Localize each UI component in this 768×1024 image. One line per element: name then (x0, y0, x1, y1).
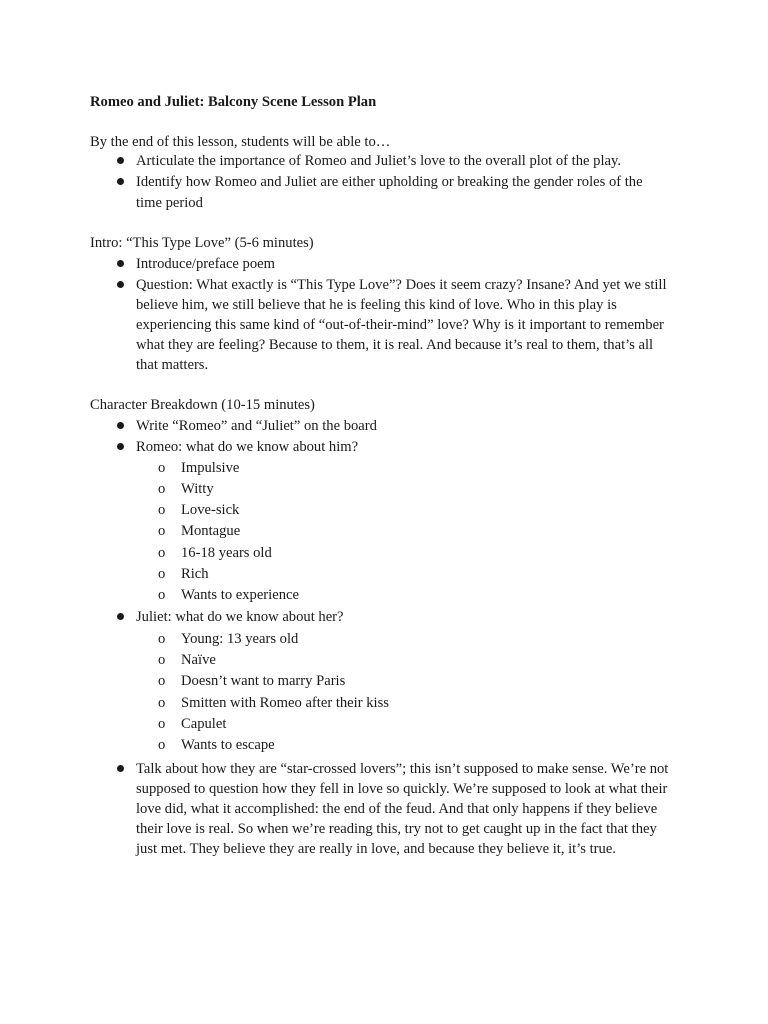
intro-question-line: what they are feeling? Because to them, it is real. And because it’s real to them, that’s all (136, 337, 654, 353)
section-heading-character-breakdown: Character Breakdown (10-15 minutes) (90, 397, 315, 413)
romeo-trait: 16-18 years old (181, 545, 272, 561)
bullet-icon (117, 281, 124, 288)
bullet-icon (117, 178, 124, 185)
bullet-icon (117, 260, 124, 267)
sub-bullet-icon: o (158, 502, 166, 518)
objective-item-continued: time period (136, 195, 203, 211)
romeo-trait: Wants to experience (181, 587, 299, 603)
romeo-trait: Montague (181, 523, 241, 539)
juliet-trait: Wants to escape (181, 737, 275, 753)
objective-item: Articulate the importance of Romeo and Juliet’s love to the overall plot of the play. (136, 153, 621, 169)
sub-bullet-icon: o (158, 460, 166, 476)
bullet-icon (117, 443, 124, 450)
sub-bullet-icon: o (158, 523, 166, 539)
juliet-label: Juliet: what do we know about her? (136, 609, 344, 625)
sub-bullet-icon: o (158, 587, 166, 603)
juliet-trait: Doesn’t want to marry Paris (181, 673, 346, 689)
section-heading-intro: Intro: “This Type Love” (5-6 minutes) (90, 235, 314, 251)
intro-question-line: believe him, we still believe that he is feeling this kind of love. Who in this play is (136, 297, 617, 313)
document-title: Romeo and Juliet: Balcony Scene Lesson Plan (90, 94, 377, 110)
sub-bullet-icon: o (158, 545, 166, 561)
bullet-icon (117, 157, 124, 164)
bullet-icon (117, 613, 124, 620)
intro-question-line: that matters. (136, 357, 209, 373)
sub-bullet-icon: o (158, 673, 166, 689)
romeo-trait: Love-sick (181, 502, 240, 518)
talk-item-line: Talk about how they are “star-crossed lovers”; this isn’t supposed to make sense. We’re not (136, 761, 669, 777)
romeo-trait: Witty (181, 481, 214, 497)
talk-item-line: their love is real. So when we’re reading this, try not to get caught up in the fact that they (136, 821, 657, 837)
talk-item-line: just met. They believe they are really in love, and because they believe it, it’s true. (136, 841, 616, 857)
juliet-trait: Smitten with Romeo after their kiss (181, 695, 389, 711)
sub-bullet-icon: o (158, 652, 166, 668)
talk-item-line: love did, what it accomplished: the end of the feud. And that only happens if they believe (136, 801, 658, 817)
romeo-trait: Impulsive (181, 460, 240, 476)
romeo-trait: Rich (181, 566, 209, 582)
sub-bullet-icon: o (158, 631, 166, 647)
intro-question-line: experiencing this same kind of “out-of-their-mind” love? Why is it important to remember (136, 317, 664, 333)
bullet-icon (117, 422, 124, 429)
juliet-trait: Naïve (181, 652, 216, 668)
sub-bullet-icon: o (158, 695, 166, 711)
intro-question-line: Question: What exactly is “This Type Love”? Does it seem crazy? Insane? And yet we still (136, 277, 667, 293)
juliet-trait: Young: 13 years old (181, 631, 299, 647)
intro-item: Introduce/preface poem (136, 256, 275, 272)
talk-item-line: supposed to question how they fell in love so quickly. We’re supposed to look at what their (136, 781, 668, 797)
juliet-trait: Capulet (181, 716, 227, 732)
objective-item: Identify how Romeo and Juliet are either upholding or breaking the gender roles of the (136, 174, 643, 190)
bullet-icon (117, 765, 124, 772)
objectives-intro: By the end of this lesson, students will be able to… (90, 134, 391, 150)
sub-bullet-icon: o (158, 481, 166, 497)
sub-bullet-icon: o (158, 716, 166, 732)
character-item: Write “Romeo” and “Juliet” on the board (136, 418, 377, 434)
sub-bullet-icon: o (158, 737, 166, 753)
romeo-label: Romeo: what do we know about him? (136, 439, 359, 455)
sub-bullet-icon: o (158, 566, 166, 582)
